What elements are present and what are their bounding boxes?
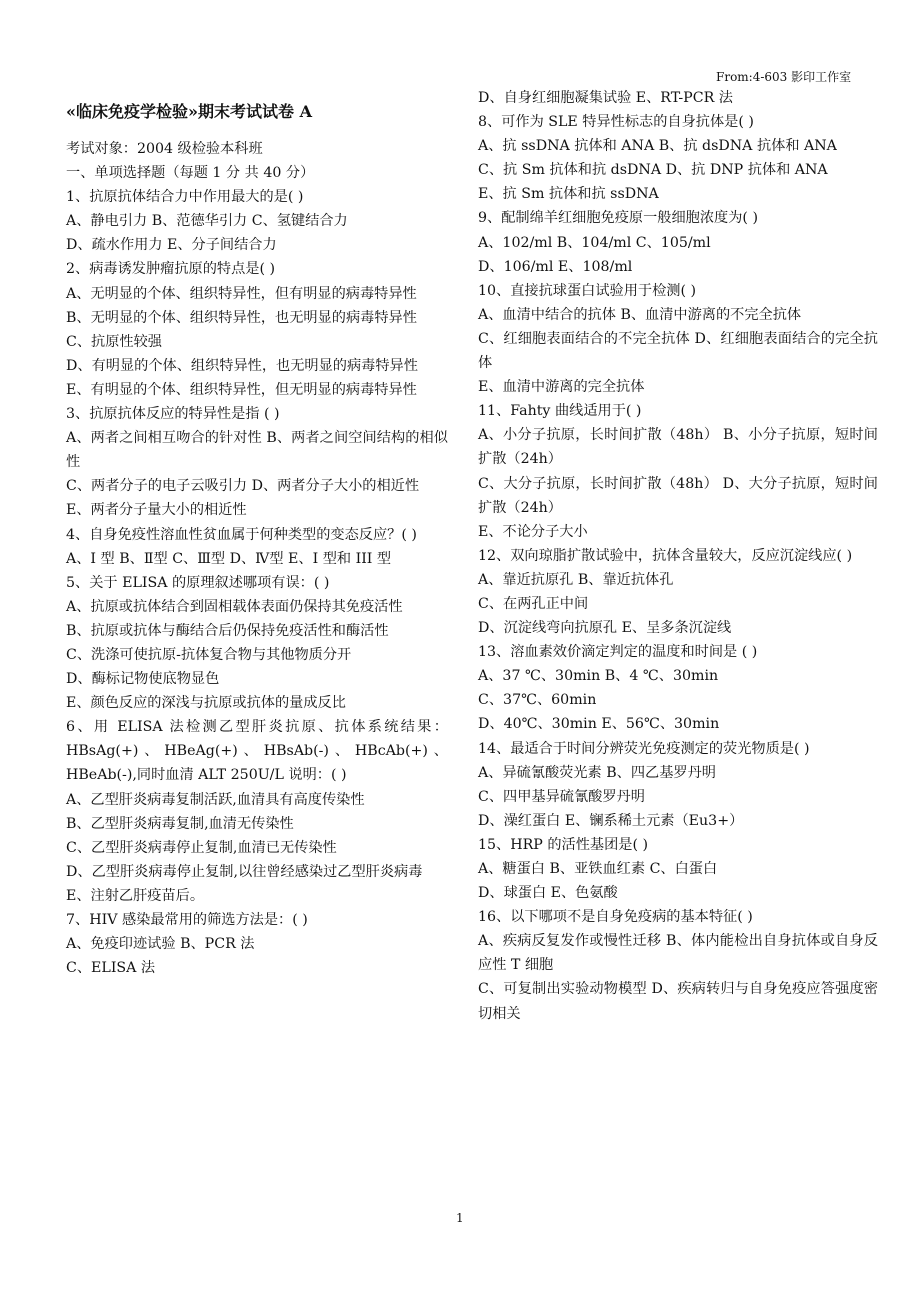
exam-line: 3、抗原抗体反应的特异性是指 ( ) <box>66 406 280 423</box>
exam-line: 13、溶血素效价滴定判定的温度和时间是 ( ) <box>478 644 758 661</box>
exam-line: A、无明显的个体、组织特异性，但有明显的病毒特异性 <box>66 285 417 302</box>
exam-line: A、靠近抗原孔 B、靠近抗体孔 <box>478 571 674 588</box>
exam-line: D、澡红蛋白 E、镧系稀土元素（Eu3+） <box>478 812 744 829</box>
exam-line: C、大分子抗原，长时间扩散（48h） D、大分子抗原，短时间扩散（24h） <box>478 475 878 516</box>
exam-line: 9、配制绵羊红细胞免疫原一般细胞浓度为( ) <box>478 210 758 227</box>
exam-line: D、球蛋白 E、色氨酸 <box>478 885 618 902</box>
exam-line: C、红细胞表面结合的不完全抗体 D、红细胞表面结合的完全抗体 <box>478 330 878 372</box>
exam-line: C、在两孔正中间 <box>478 595 589 612</box>
exam-line: A、小分子抗原，长时间扩散（48h） B、小分子抗原，短时间扩散（24h） <box>478 427 878 468</box>
exam-line: D、106/ml E、108/ml <box>478 258 633 275</box>
exam-line: 4、自身免疫性溶血性贫血属于何种类型的变态反应？( ) <box>66 526 417 543</box>
exam-line: C、可复制出实验动物模型 D、疾病转归与自身免疫应答强度密切相关 <box>478 981 878 1022</box>
exam-line: A、异硫氰酸荧光素 B、四乙基罗丹明 <box>478 764 716 781</box>
exam-line: C、37℃、60min <box>478 692 597 709</box>
exam-line: 考试对象：2004 级检验本科班 <box>66 141 263 157</box>
exam-line: A、乙型肝炎病毒复制活跃,血清具有高度传染性 <box>66 791 365 808</box>
exam-line: 2、病毒诱发肿瘤抗原的特点是( ) <box>66 261 276 278</box>
exam-line: 10、直接抗球蛋白试验用于检测( ) <box>478 282 697 299</box>
exam-line: A、I 型 B、Ⅱ型 C、Ⅲ型 D、Ⅳ型 E、I 型和 III 型 <box>66 550 392 567</box>
exam-line: D、疏水作用力 E、分子间结合力 <box>66 237 277 254</box>
exam-line: A、102/ml B、104/ml C、105/ml <box>478 234 711 251</box>
exam-line: 7、HIV 感染最常用的筛选方法是：( ) <box>66 912 308 928</box>
exam-line: A、免疫印迹试验 B、PCR 法 <box>66 936 255 953</box>
exam-line: A、糖蛋白 B、亚铁血红素 C、白蛋白 <box>478 861 718 877</box>
exam-line: D、酶标记物使底物显色 <box>66 671 220 688</box>
exam-line: E、注射乙肝疫苗后。 <box>66 887 205 904</box>
exam-line: 12、双向琼脂扩散试验中，抗体含量较大，反应沉淀线应( ) <box>478 547 853 564</box>
exam-line: B、乙型肝炎病毒复制,血清无传染性 <box>66 815 294 832</box>
exam-line: E、有明显的个体、组织特异性，但无明显的病毒特异性 <box>66 381 417 398</box>
exam-title: «临床免疫学检验»期末考试试卷 A <box>66 102 312 121</box>
exam-line: D、乙型肝炎病毒停止复制,以往曾经感染过乙型肝炎病毒 <box>66 863 423 880</box>
exam-line: C、洗涤可使抗原-抗体复合物与其他物质分开 <box>66 646 352 663</box>
exam-line: A、静电引力 B、范德华引力 C、氢键结合力 <box>66 213 348 230</box>
exam-line: D、有明显的个体、组织特异性，也无明显的病毒特异性 <box>66 357 418 374</box>
exam-line: C、乙型肝炎病毒停止复制,血清已无传染性 <box>66 839 337 856</box>
exam-line: A、疾病反复发作或慢性迁移 B、体内能检出自身抗体或自身反应性 T 细胞 <box>478 933 878 974</box>
exam-line: A、抗原或抗体结合到固相载体表面仍保持其免疫活性 <box>66 598 403 615</box>
exam-line: A、血清中结合的抗体 B、血清中游离的不完全抗体 <box>478 306 802 323</box>
exam-line: E、抗 Sm 抗体和抗 ssDNA <box>478 186 659 203</box>
exam-line: C、ELISA 法 <box>66 960 156 977</box>
exam-line: 1、抗原抗体结合力中作用最大的是( ) <box>66 189 304 206</box>
exam-line: E、不论分子大小 <box>478 523 588 540</box>
exam-line: 11、Fahty 曲线适用于( ) <box>478 403 642 420</box>
exam-line: D、自身红细胞凝集试验 E、RT-PCR 法 <box>478 90 733 106</box>
exam-line: D、沉淀线弯向抗原孔 E、呈多条沉淀线 <box>478 620 732 637</box>
exam-line: 15、HRP 的活性基团是( ) <box>478 836 649 853</box>
exam-line: A、抗 ssDNA 抗体和 ANA B、抗 dsDNA 抗体和 ANA <box>478 138 837 155</box>
exam-line: E、颜色反应的深浅与抗原或抗体的量成反比 <box>66 695 346 712</box>
header-note: From:4-603 影印工作室 <box>716 70 852 84</box>
exam-line: E、血清中游离的完全抗体 <box>478 379 645 396</box>
left-column <box>66 99 448 980</box>
exam-line: C、四甲基异硫氰酸罗丹明 <box>478 788 645 805</box>
exam-line: 8、可作为 SLE 特异性标志的自身抗体是( ) <box>478 114 754 131</box>
exam-line: 14、最适合于时间分辨荧光免疫测定的荧光物质是( ) <box>478 740 810 757</box>
exam-line: 16、以下哪项不是自身免疫病的基本特征( ) <box>478 909 753 926</box>
exam-line: D、40℃、30min E、56℃、30min <box>478 716 720 733</box>
exam-line: C、抗 Sm 抗体和抗 dsDNA D、抗 DNP 抗体和 ANA <box>478 162 828 179</box>
exam-line: 5、关于 ELISA 的原理叙述哪项有误：( ) <box>66 574 330 591</box>
exam-line: B、无明显的个体、组织特异性，也无明显的病毒特异性 <box>66 309 417 326</box>
right-column <box>478 86 878 1026</box>
exam-line: C、抗原性较强 <box>66 333 162 350</box>
exam-line: B、抗原或抗体与酶结合后仍保持免疫活性和酶活性 <box>66 622 389 639</box>
exam-line: E、两者分子量大小的相近性 <box>66 502 247 519</box>
exam-line: 6、用 ELISA 法检测乙型肝炎抗原、抗体系统结果：HBsAg(+)、HBeAg(+)、HBsAb(-)、HBcAb(+)、HBeAb(-),同时血清 ALT 250U/L 说明：( ) <box>66 719 448 784</box>
page-number: 1 <box>456 1211 464 1225</box>
exam-line: C、两者分子的电子云吸引力 D、两者分子大小的相近性 <box>66 478 420 495</box>
exam-line: 一、单项选择题（每题 1 分 共 40 分） <box>66 165 315 182</box>
exam-line: A、两者之间相互吻合的针对性 B、两者之间空间结构的相似性 <box>66 430 448 471</box>
exam-line: A、37 ℃、30min B、4 ℃、30min <box>478 668 719 685</box>
